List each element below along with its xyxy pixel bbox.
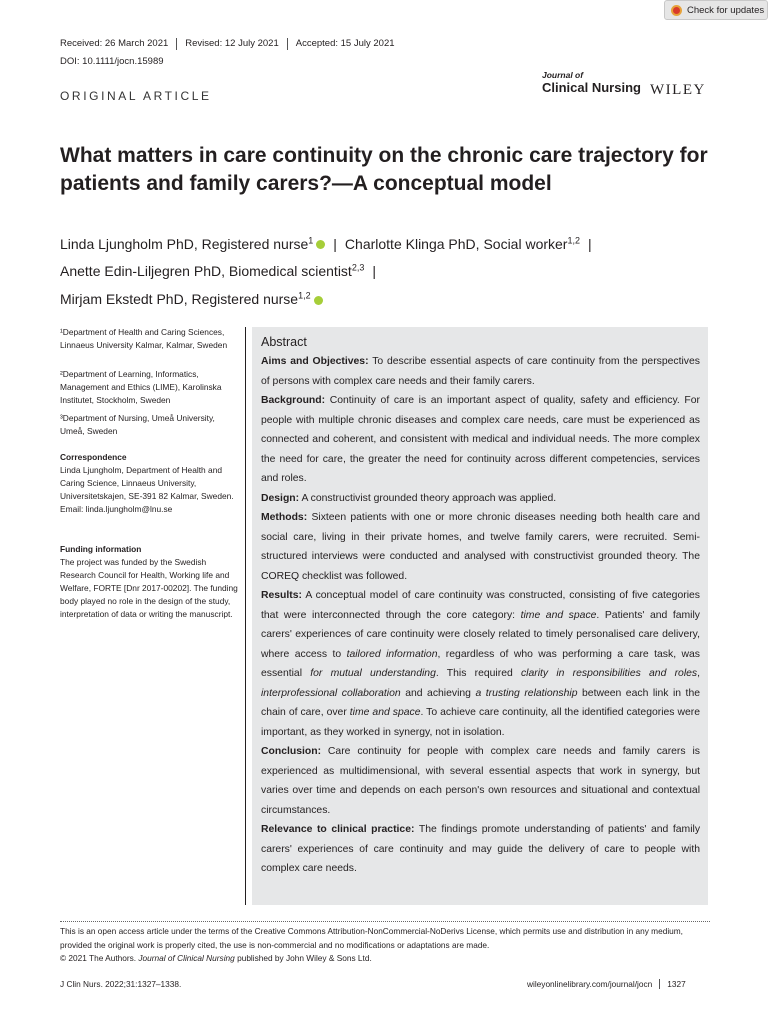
author-separator: | [372, 263, 376, 280]
received-date: Received: 26 March 2021 [60, 38, 169, 49]
footer-right [527, 979, 686, 989]
orcid-icon[interactable] [314, 296, 323, 305]
journal-logo-name: Clinical Nursing [542, 80, 641, 95]
abstract-box [252, 327, 708, 905]
copyright-line: © 2021 The Authors. Journal of Clinical Nursing published by John Wiley & Sons Ltd. [60, 953, 372, 963]
doi[interactable]: DOI: 10.1111/jocn.15989 [60, 56, 164, 67]
crossmark-icon [671, 5, 682, 16]
revised-date: Revised: 12 July 2021 [176, 38, 286, 50]
author-1: Linda Ljungholm PhD, Registered nurse$^1$ [60, 235, 314, 252]
author-2: Charlotte Klinga PhD, Social worker$^{1,2}$ [344, 235, 580, 252]
article-title: What matters in care continuity on the chronic care trajectory for patients and family carers?—A conceptual model [60, 144, 708, 195]
funding-text: The project was funded by the Swedish Research Council for Health, Working life and Welfare, FORTE [Dnr 2017-00202]. The funding body played no role in the design of the study, interpretation of data or writing the manuscript. [60, 557, 238, 619]
correspondence-text: Linda Ljungholm, Department of Health and Caring Science, Linnaeus University, Universitetskajen, SE-391 82 Kalmar, Sweden. [60, 465, 234, 501]
abstract-divider [245, 327, 246, 905]
orcid-icon[interactable] [316, 240, 325, 249]
license-block [60, 925, 715, 966]
license-text: This is an open access article under the terms of the Creative Commons Attribution-NonCommercial-NoDerivs License, which permits use and distribution in any medium, provided the original work is properly cited, the use is non-commercial and no modifications or adaptations are made. [60, 926, 683, 950]
affiliation-1: ¹Department of Health and Caring Sciences, Linnaeus University Kalmar, Kalmar, Sweden [60, 327, 228, 350]
page-number: 1327 [659, 979, 685, 989]
abstract-results: Results: A conceptual model of care continuity was constructed, consisting of five categories that were interconnected through the core category: time and space. Patients' and family carers' experiences of care continuity were closely related to timely personalised care delivery, where access to tailored information, regardless of who was performing a care task, was essential for mutual understanding. This required clarity in responsibilities and roles, interprofessional collaboration and achieving a trusting relationship between each link in the chain of care, over time and space. To achieve care continuity, all the identified categories were important, as they worked in synergy, not in isolation. [261, 590, 701, 738]
abstract-methods: Methods: Sixteen patients with one or more chronic diseases needing both health care and social care, living in their private homes, and twelve family carers, were recruited. Semi-structured interviews were conducted and analysed with constructivist grounded theory. The COREQ checklist was followed. [261, 512, 700, 582]
abstract-relevance: Relevance to clinical practice: The findings promote understanding of patients' and family carers' experiences of care continuity and may guide the delivery of care to people with complex care needs. [261, 824, 701, 874]
article-type: ORIGINAL ARTICLE [60, 89, 212, 103]
accepted-date: Accepted: 15 July 2021 [287, 38, 403, 50]
correspondence-block [60, 451, 240, 516]
footer-url[interactable]: wileyonlinelibrary.com/journal/jocn [527, 979, 653, 989]
author-separator: | [587, 235, 592, 252]
author-separator: | [333, 235, 337, 252]
journal-logo-small: Journal of [542, 70, 584, 80]
article-dates [60, 38, 403, 50]
license-divider [60, 921, 710, 922]
author-list [60, 228, 720, 311]
footer-citation: J Clin Nurs. 2022;31:1327–1338. [60, 979, 182, 989]
funding-title: Funding information [60, 544, 142, 554]
affiliation-2: ²Department of Learning, Informatics, Management and Ethics (LIME), Karolinska Institutet, Stockholm, Sweden [60, 369, 222, 405]
author-4: Mirjam Ekstedt PhD, Registered nurse$^{1,2}$ [60, 290, 311, 307]
affiliation-3: ³Department of Nursing, Umeå University, Umeå, Sweden [60, 413, 215, 436]
publisher-logo: WILEY [650, 82, 706, 98]
abstract-aims: Aims and Objectives: To describe essential aspects of care continuity from the perspectives of persons with complex care needs and their family carers. [261, 356, 700, 387]
author-3: Anette Edin-Liljegren PhD, Biomedical scientist$^{2,3}$ [60, 262, 365, 280]
abstract-conclusion: Conclusion: Care continuity for people with complex care needs and family carers is experienced as multidimensional, with several essential aspects that work in synergy, but varies over time and depends on each person's own resources and situational and contextual circumstances. [261, 746, 700, 816]
correspondence-title: Correspondence [60, 452, 127, 462]
correspondence-email[interactable]: Email: linda.ljungholm@lnu.se [60, 504, 173, 514]
abstract-heading: Abstract [261, 335, 307, 349]
check-updates-button[interactable] [664, 0, 768, 20]
abstract-design: Design: A constructivist grounded theory approach was applied. [261, 492, 557, 504]
funding-block [60, 543, 240, 621]
abstract-background: Background: Continuity of care is an important aspect of quality, safety and efficiency. For people with multiple chronic diseases and complex care needs, care must be experienced as connected and coherent, and consistent with medical and individual needs. The more complex the need for care, the greater the need for continuity across different competencies, services and roles. [261, 395, 700, 484]
check-updates-label: Check for updates [687, 4, 765, 16]
